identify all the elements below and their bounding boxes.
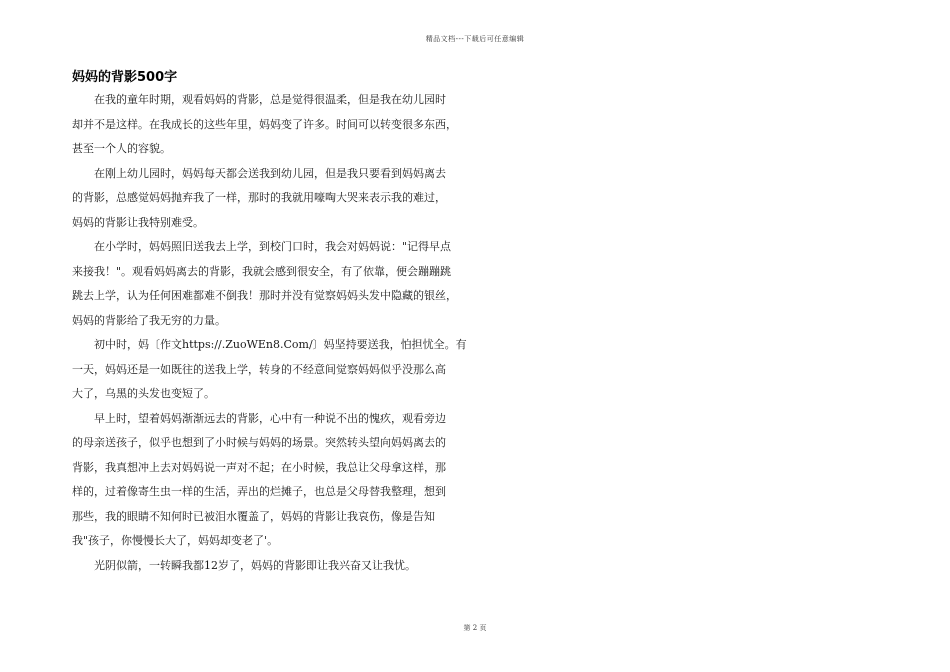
text-line: 跳去上学，认为任何困难都难不倒我！那时并没有觉察妈妈头发中隐藏的银丝， [72, 289, 457, 302]
text-line: 一天，妈妈还是一如既往的送我上学，转身的不经意间觉察妈妈似乎没那么高 [72, 362, 446, 376]
text-line: 妈妈的背影给了我无穷的力量。 [72, 313, 226, 327]
text-line: 那些，我的眼睛不知何时已被泪水覆盖了，妈妈的背影让我哀伤，像是告知 [72, 509, 435, 523]
text-line: 早上时，望着妈妈渐渐远去的背影，心中有一种说不出的愧疚，观看旁边 [94, 411, 446, 425]
text-line: 我"孩子，你慢慢长大了，妈妈却变老了'。 [72, 534, 279, 547]
text-line: 的背影，总感觉妈妈抛弃我了一样，那时的我就用嚎啕大哭来表示我的难过， [72, 191, 446, 204]
document-body [72, 88, 467, 578]
paragraph-6 [72, 554, 467, 579]
text-line: 光阴似箭，一转瞬我都12岁了，妈妈的背影即让我兴奋又让我忧。 [94, 558, 416, 572]
paragraph-2 [72, 162, 467, 236]
text-line: 在我的童年时期，观看妈妈的背影，总是觉得很温柔，但是我在幼儿园时 [94, 93, 446, 106]
text-line: 在小学时，妈妈照旧送我去上学，到校门口时，我会对妈妈说："记得早点 [94, 240, 452, 253]
text-line: 初中时，妈〔作文https://.ZuoWEn8.Com/〕妈坚持要送我，怕担忧全。有 [94, 338, 467, 351]
text-line: 的母亲送孩子，似乎也想到了小时候与妈妈的场景。突然转头望向妈妈离去的 [72, 436, 446, 449]
text-line: 来接我！"。观看妈妈离去的背影，我就会感到很安全，有了依靠，便会蹦蹦跳 [72, 264, 452, 278]
paragraph-1 [72, 88, 467, 162]
text-line: 大了，乌黑的头发也变短了。 [72, 387, 215, 400]
text-line: 甚至一个人的容貌。 [72, 142, 171, 155]
paragraph-4 [72, 333, 467, 407]
page-header: 精品文档---下载后可任意编辑 [425, 35, 525, 43]
text-line: 在刚上幼儿园时，妈妈每天都会送我到幼儿园，但是我只要看到妈妈离去 [94, 166, 446, 180]
text-line: 却并不是这样。在我成长的这些年里，妈妈变了许多。时间可以转变很多东西， [72, 117, 457, 131]
paragraph-3 [72, 235, 467, 333]
document-title: 妈妈的背影500字 [72, 70, 178, 85]
page-number: 第 2 页 [463, 624, 487, 632]
text-line: 样的，过着像寄生虫一样的生活，弄出的烂摊子，也总是父母替我整理，想到 [72, 485, 446, 498]
text-line: 背影，我真想冲上去对妈妈说一声对不起；在小时候，我总让父母拿这样，那 [72, 460, 446, 474]
text-line: 妈妈的背影让我特别难受。 [72, 215, 204, 229]
paragraph-5 [72, 407, 467, 554]
